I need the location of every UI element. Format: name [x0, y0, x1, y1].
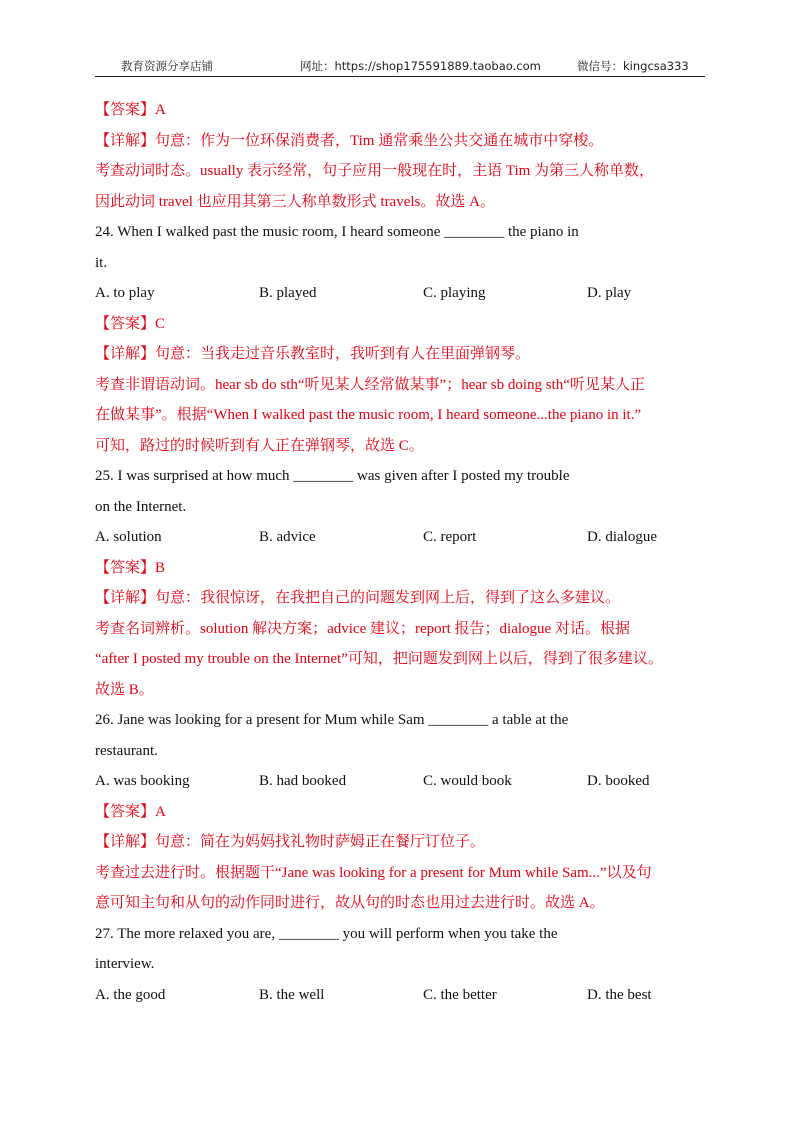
answer-line: 【答案】B: [95, 559, 166, 576]
option-c: C. the better: [423, 986, 497, 1003]
option-c: C. playing: [423, 285, 486, 301]
page-header: [95, 56, 705, 77]
wechat-id: 微信号：kingcsa333: [577, 59, 689, 73]
option-d: D. play: [587, 285, 632, 301]
option-c: C. would book: [423, 773, 512, 789]
analysis-line: 可知，路过的时候听到有人正在弹钢琴，故选 C。: [95, 437, 424, 454]
answer-line: 【答案】A: [95, 803, 166, 820]
question-text: interview.: [95, 956, 155, 972]
question-text: 24. When I walked past the music room, I heard someone ________ the piano in: [95, 224, 579, 240]
answer-options: [95, 980, 720, 1011]
analysis-line: 考查动词时态。usually 表示经常，句子应用一般现在时，主语 Tim 为第三人称单数，: [95, 163, 655, 179]
option-a: A. solution: [95, 529, 162, 545]
option-d: D. the best: [587, 986, 652, 1003]
explanation-line: 【详解】句意：作为一位环保消费者，Tim 通常乘坐公共交通在城市中穿梭。: [95, 132, 604, 149]
document-body: [95, 95, 720, 1010]
shop-name: 教育资源分享店铺: [121, 59, 213, 73]
analysis-line: 考查非谓语动词。hear sb do sth“听见某人经常做某事”；hear sb doing sth“听见某人正: [95, 376, 645, 393]
option-b: B. played: [259, 285, 317, 301]
analysis-line: 考查名词辨析。solution 解决方案；advice 建议；report 报告；dialogue 对话。根据: [95, 620, 630, 637]
option-b: B. had booked: [259, 773, 347, 789]
question-text: 25. I was surprised at how much ________ was given after I posted my trouble: [95, 468, 570, 484]
option-d: D. booked: [587, 773, 650, 789]
option-b: B. advice: [259, 529, 316, 545]
answer-options: [95, 278, 720, 309]
analysis-line: 故选 B。: [95, 681, 154, 698]
explanation-line: 【详解】句意：简在为妈妈找礼物时萨姆正在餐厅订位子。: [95, 834, 486, 850]
analysis-line: 在做某事”。根据“When I walked past the music room, I heard someone...the piano in it.”: [95, 407, 642, 423]
answer-options: [95, 522, 720, 553]
analysis-line: 意可知主句和从句的动作同时进行，故从句的时态也用过去进行时。故选 A。: [95, 895, 605, 911]
answer-options: [95, 766, 720, 797]
explanation-line: 【详解】句意：当我走过音乐教室时，我听到有人在里面弹钢琴。: [95, 346, 531, 362]
option-b: B. the well: [259, 986, 325, 1003]
option-d: D. dialogue: [587, 529, 657, 545]
analysis-line: “after I posted my trouble on the Internet”可知，把问题发到网上以后，得到了很多建议。: [95, 651, 663, 667]
option-a: A. was booking: [95, 773, 190, 789]
question-text: 26. Jane was looking for a present for Mum while Sam ________ a table at the: [95, 712, 569, 728]
analysis-line: 因此动词 travel 也应用其第三人称单数形式 travels。故选 A。: [95, 193, 495, 210]
question-text: restaurant.: [95, 742, 158, 759]
analysis-line: 考查过去进行时。根据题干“Jane was looking for a present for Mum while Sam...”以及句: [95, 864, 652, 881]
answer-line: 【答案】C: [95, 315, 166, 332]
option-c: C. report: [423, 529, 477, 545]
shop-url: 网址：https://shop175591889.taobao.com: [300, 59, 541, 73]
option-a: A. the good: [95, 986, 166, 1003]
question-text: 27. The more relaxed you are, ________ you will perform when you take the: [95, 925, 558, 942]
option-a: A. to play: [95, 285, 155, 301]
explanation-line: 【详解】句意：我很惊讶，在我把自己的问题发到网上后，得到了这么多建议。: [95, 590, 621, 606]
answer-line: 【答案】A: [95, 102, 166, 118]
question-text: it.: [95, 254, 108, 271]
question-text: on the Internet.: [95, 498, 187, 515]
